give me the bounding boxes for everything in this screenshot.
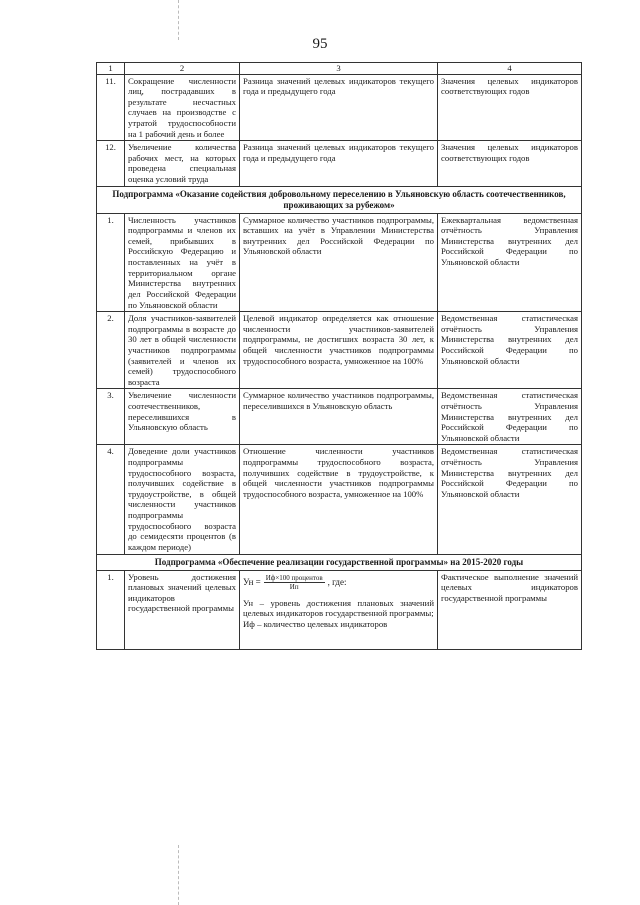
scan-artifact-line: [178, 845, 179, 905]
row-number: 12.: [97, 141, 125, 186]
subprogram-title: Подпрограмма «Оказание содействия добровольному переселению в Ульяновскую область соотечественников, проживающих за рубежом»: [97, 186, 582, 213]
indicator-name: Увеличение численности соотечественников, переселившихся в Ульяновскую область: [125, 389, 240, 445]
column-header: 4: [438, 63, 582, 75]
indicator-name: Доля участников-заявителей подпрограммы в возрасте до 30 лет в общей численности участников подпрограммы (заявителей и членов их семей) трудоспособного возраста: [125, 312, 240, 389]
calculation-method: Суммарное количество участников подпрограммы, переселившихся в Ульяновскую область: [240, 389, 438, 445]
table-row: [97, 141, 582, 186]
table-row: [97, 213, 582, 311]
formula-lhs: Ун =: [243, 577, 261, 588]
row-number: 1.: [97, 213, 125, 311]
formula: [243, 574, 434, 592]
indicator-name: Уровень достижения плановых значений целевых индикаторов государственной программы: [125, 570, 240, 649]
data-source: Фактическое выполнение значений целевых индикаторов государственной программы: [438, 570, 582, 649]
indicators-table: [96, 62, 582, 650]
data-source: Ведомственная статистическая отчётность Управления Министерства внутренних дел Российской Федерации по Ульяновской области: [438, 389, 582, 445]
formula-numerator: Иф×100 процентов: [265, 573, 323, 582]
calculation-method: Разница значений целевых индикаторов текущего года и предыдущего года: [240, 74, 438, 141]
section-heading-row: [97, 554, 582, 570]
indicator-name: Увеличение количества рабочих мест, на которых проведена специальная оценка условий труда: [125, 141, 240, 186]
data-source: Ведомственная статистическая отчётность Управления Министерства внутренних дел Российской Федерации по Ульяновской области: [438, 445, 582, 554]
indicator-name: Сокращение численности лиц, пострадавших в результате несчастных случаев на производстве с утратой трудоспособности на 1 рабочий день и более: [125, 74, 240, 141]
row-number: 2.: [97, 312, 125, 389]
page-number: 95: [312, 36, 328, 52]
row-number: 11.: [97, 74, 125, 141]
table-row: [97, 74, 582, 141]
data-source: Значения целевых индикаторов соответствующих годов: [438, 141, 582, 186]
section-heading-row: [97, 186, 582, 213]
table-row: [97, 312, 582, 389]
indicator-name: Численность участников подпрограммы и членов их семей, прибывших в Российскую Федерацию и поставленных на учёт в территориальном органе Министерства внутренних дел Российской Федерации по Ульяновской области: [125, 213, 240, 311]
formula-explanation: Ун – уровень достижения плановых значений целевых индикаторов государственной программы;: [243, 597, 434, 619]
row-number: 4.: [97, 445, 125, 554]
calculation-method: Суммарное количество участников подпрограммы, вставших на учёт в Управлении Министерства внутренних дел Российской Федерации по Ульяновской области: [240, 213, 438, 311]
formula-tail: , где:: [327, 577, 347, 588]
table-row: [97, 570, 582, 649]
data-source: Значения целевых индикаторов соответствующих годов: [438, 74, 582, 141]
column-header: 3: [240, 63, 438, 75]
calculation-method: Отношение численности участников подпрограммы трудоспособного возраста, получивших содействие в трудоустройстве, к общей численности участников подпрограммы трудоспособного возраста, умноженное на 100%: [240, 445, 438, 554]
table-row: [97, 445, 582, 554]
calculation-method: Разница значений целевых индикаторов текущего года и предыдущего года: [240, 141, 438, 186]
calculation-method: Целевой индикатор определяется как отношение численности участников-заявителей подпрограммы, не достигших возраста 30 лет, к общей численности участников подпрограммы трудоспособного возраста, умноженное на 100%: [240, 312, 438, 389]
table-header-row: [97, 63, 582, 75]
column-header: 2: [125, 63, 240, 75]
table-row: [97, 389, 582, 445]
indicator-name: Доведение доли участников подпрограммы трудоспособного возраста, получивших содействие в трудоустройстве, в общей численности участников подпрограммы трудоспособного возраста до семидесяти процентов (в каждом периоде): [125, 445, 240, 554]
column-header: 1: [97, 63, 125, 75]
calculation-method: [240, 570, 438, 649]
scan-artifact-line: [178, 0, 179, 40]
row-number: 3.: [97, 389, 125, 445]
data-source: Ведомственная статистическая отчётность Управления Министерства внутренних дел Российской Федерации по Ульяновской области: [438, 312, 582, 389]
data-source: Ежеквартальная ведомственная отчётность Управления Министерства внутренних дел Российской Федерации по Ульяновской области: [438, 213, 582, 311]
formula-fraction: [264, 574, 325, 592]
formula-denominator: Ип: [289, 583, 299, 592]
row-number: 1.: [97, 570, 125, 649]
formula-explanation: Иф – количество целевых индикаторов: [243, 618, 388, 629]
subprogram-title: Подпрограмма «Обеспечение реализации государственной программы» на 2015-2020 годы: [97, 554, 582, 570]
